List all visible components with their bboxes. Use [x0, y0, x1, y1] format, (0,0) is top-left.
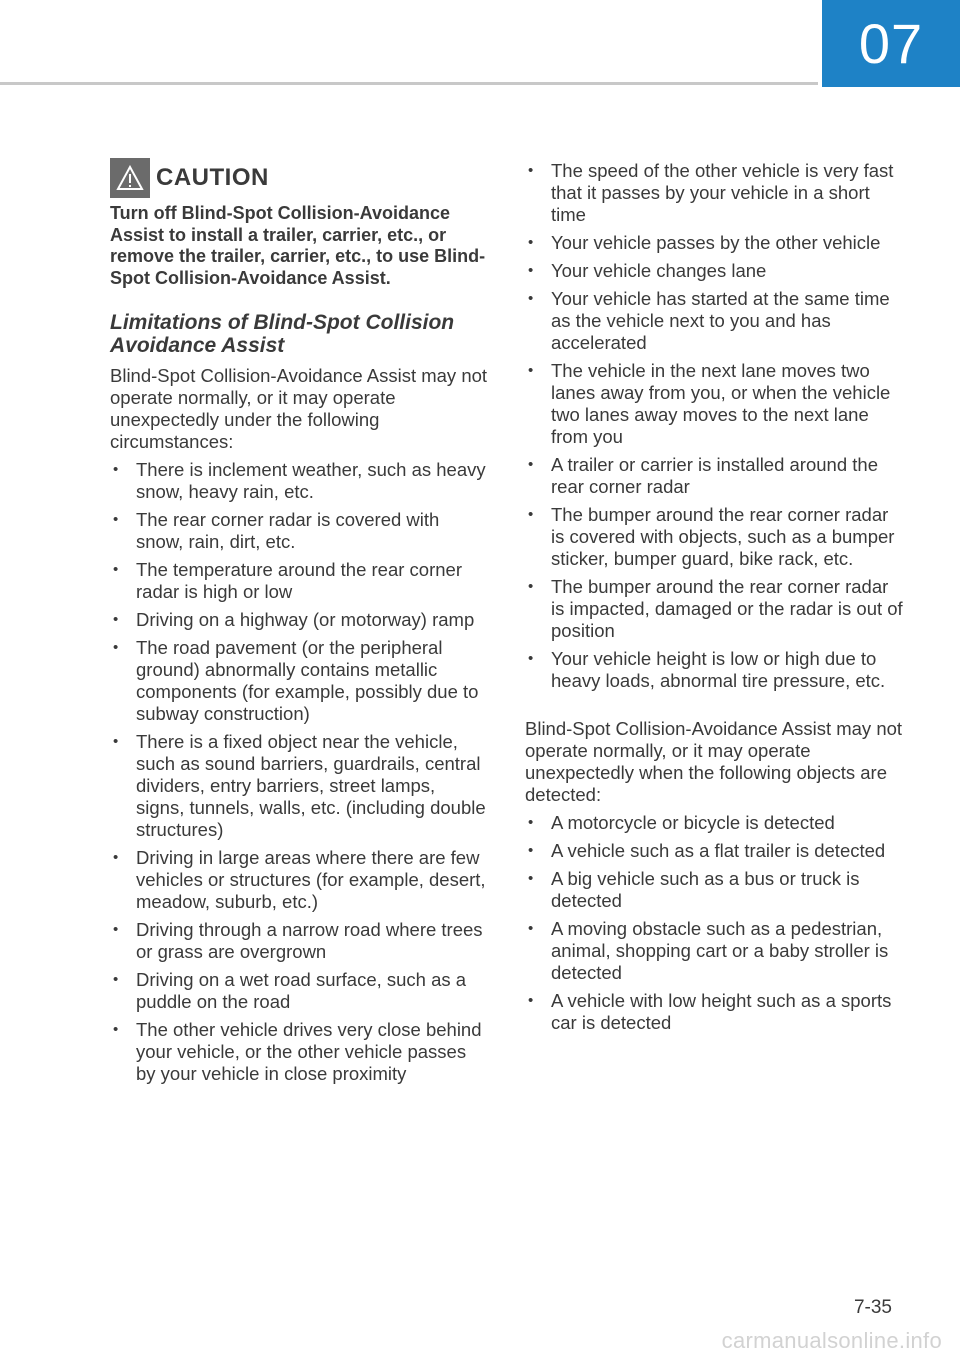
list-item: • A moving obstacle such as a pedestrian, animal, shopping cart or a baby stroller is detected: [525, 918, 905, 984]
list-item: • The other vehicle drives very close behind your vehicle, or the other vehicle passes by your vehicle in close proximity: [110, 1019, 488, 1085]
detected-list: [525, 812, 905, 1034]
list-item: • Driving in large areas where there are few vehicles or structures (for example, desert, meadow, suburb, etc.): [110, 847, 488, 913]
list-item: • The road pavement (or the peripheral ground) abnormally contains metallic components (for example, possibly due to subway construction): [110, 637, 488, 725]
list-item: • Your vehicle passes by the other vehicle: [525, 232, 905, 254]
page-number: 7-35: [853, 1297, 892, 1318]
list-item: • The rear corner radar is covered with snow, rain, dirt, etc.: [110, 509, 488, 553]
chapter-tab: 07: [822, 0, 960, 87]
list-item: • Driving on a highway (or motorway) ramp: [110, 609, 488, 631]
list-item: • Your vehicle height is low or high due to heavy loads, abnormal tire pressure, etc.: [525, 648, 905, 692]
warning-triangle-icon: [110, 158, 150, 198]
list-item: • A big vehicle such as a bus or truck is detected: [525, 868, 905, 912]
list-item: • The vehicle in the next lane moves two lanes away from you, or when the vehicle two lanes away moves to the next lane from you: [525, 360, 905, 448]
limitations-list-right: [525, 160, 905, 692]
list-item: • Driving through a narrow road where trees or grass are overgrown: [110, 919, 488, 963]
caution-text: Turn off Blind-Spot Collision-Avoidance Assist to install a trailer, carrier, etc., or remove the trailer, carrier, etc., to use Blind-Spot Collision-Avoidance Assist.: [110, 203, 486, 288]
list-item: • There is a fixed object near the vehicle, such as sound barriers, guardrails, central dividers, entry barriers, street lamps, signs, tunnels, walls, etc. (including double structures): [110, 731, 488, 841]
list-item: • The bumper around the rear corner radar is covered with objects, such as a bumper sticker, bumper guard, bike rack, etc.: [525, 504, 905, 570]
list-item: • A vehicle with low height such as a sports car is detected: [525, 990, 905, 1034]
spacer: [525, 698, 905, 718]
list-item: • The temperature around the rear corner radar is high or low: [110, 559, 488, 603]
watermark: carmanualsonline.info: [721, 1328, 942, 1353]
list-item: • There is inclement weather, such as heavy snow, heavy rain, etc.: [110, 459, 488, 503]
detected-intro: Blind-Spot Collision-Avoidance Assist may not operate normally, or it may operate unexpectedly when the following objects are detected:: [525, 718, 903, 805]
list-item: • A motorcycle or bicycle is detected: [525, 812, 905, 834]
caution-title: CAUTION: [156, 164, 269, 191]
list-item: • Your vehicle changes lane: [525, 260, 905, 282]
right-column: [525, 160, 905, 1040]
limitations-list-left: [110, 459, 488, 1085]
list-item: • Your vehicle has started at the same time as the vehicle next to you and has accelerated: [525, 288, 905, 354]
caution-header: [110, 157, 488, 199]
list-item: • The speed of the other vehicle is very fast that it passes by your vehicle in a short time: [525, 160, 905, 226]
list-item: • The bumper around the rear corner radar is impacted, damaged or the radar is out of position: [525, 576, 905, 642]
list-item: • A vehicle such as a flat trailer is detected: [525, 840, 905, 862]
limitations-intro: Blind-Spot Collision-Avoidance Assist may not operate normally, or it may operate unexpectedly under the following circumstances:: [110, 365, 488, 452]
section-heading: Limitations of Blind-Spot Collision Avoidance Assist: [110, 311, 455, 357]
left-column: [110, 157, 488, 1091]
header-rule: [0, 82, 818, 85]
list-item: • Driving on a wet road surface, such as a puddle on the road: [110, 969, 488, 1013]
list-item: • A trailer or carrier is installed around the rear corner radar: [525, 454, 905, 498]
